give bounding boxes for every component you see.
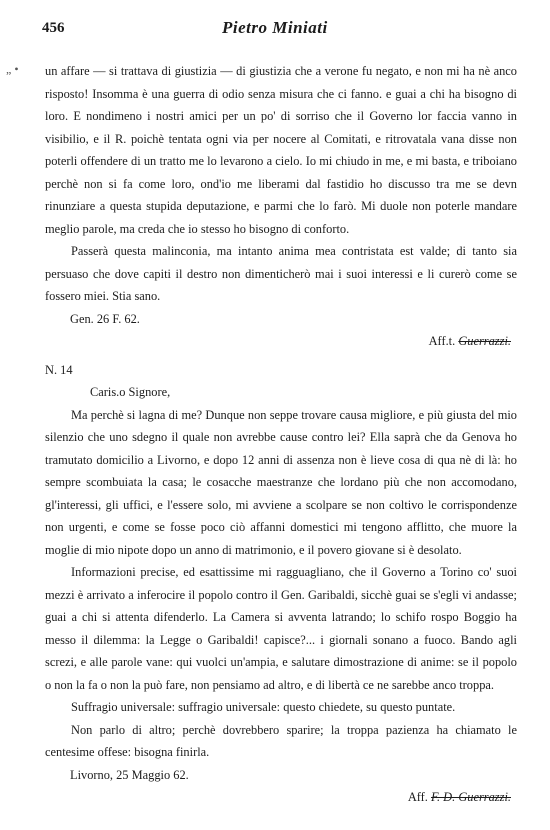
- margin-mark: „ •: [6, 62, 19, 76]
- letter1-paragraph2: Passerà questa malinconia, ma intanto anima mea contristata est valde; di tanto sia persuaso che dove capiti il destro non dimenticherò mai i suoi interessi e li curerò come se fossero miei. Stia sano.: [45, 244, 517, 303]
- letter2-signature-prefix: Aff.: [407, 790, 428, 804]
- body-text: [45, 60, 517, 809]
- letter1-signature-name: Guerrazzi.: [458, 334, 511, 348]
- letter1-date: Gen. 26 F. 62.: [70, 311, 140, 326]
- letter2-paragraph4: Non parlo di altro; perchè dovrebbero sparire; la troppa pazienza ha chiamato le centesime offese: bisogna finirla.: [45, 722, 517, 759]
- running-head: Pietro Miniati: [222, 18, 328, 37]
- letter2-paragraph2: Informazioni precise, ed esattissime mi ragguagliano, che il Governo a Torino co' suoi mezzi è arrivato a inferocire il popolo contro il Gen. Garibaldi, sicchè guai se s'egli vi andasse; guai a chi si attenta difenderlo. La Camera si avventa latrando; lo schifo rospo Boggio ha messo il dilemma: la Legge o Garibaldi! capisce?... i giornali sonano a fuoco. Bando agli screzi, e alle parole vane: qui vuolci un'ampia, e salutare dimostrazione di anime: se il popolo o non la fa o non la può fare, non pensiamo ad altro, e di libertà ce ne sarebbe anco troppa.: [45, 565, 517, 692]
- letter1-signature-prefix: Aff.t.: [428, 334, 456, 348]
- letter2-signature: [45, 786, 517, 809]
- letter2-paragraph1: Ma perchè si lagna di me? Dunque non seppe trovare causa migliore, e più giusta del mio silenzio che uno sdegno il quale non avrebbe cause contro lei? Ella saprà che da Genova ho tramutato domicilio a Livorno, e dopo 12 anni di assenza non è lieve cosa di qua nè di là: ho sempre scombuiata la casa; le cosacche maestranze che lordano più che non accomodano, gl'interessi, gli uffici, e l'essere solo, mi avviene a scolpare se non coltivo le corrispondenze non urgenti, e come se fosse poco ciò affanni domestici mi tengono afflitto, che muore la moglie di mio nipote dopo un anno di matrimonio, e il povero giovane si è desolato.: [45, 407, 517, 557]
- letter1-paragraph1: un affare — si trattava di giustizia — di giustizia che a verone fu negato, e non mi ha nè anco risposto! Insomma è una guerra di odio senza misura che ci fanno. e guai a chi ha bisogno di loro. E nondimeno i nostri amici per un po' di sorriso che il Governo lor faccia vanno in visibilio, e il R. poichè tentata ogni via per nocere al Comitati, e ritrovatala vana disse non poterli offendere di un tratto me lo levarono a cielo. Io mi chiudo in me, e mi basta, e triboiano perchè non si fa come loro, ond'io me liberami dal fastidio ho discusso tra me se devn rinunziare a questa stupida deputazione, e parmi che lo farò. Mi duole non poterle mandare meglio parole, ma creda che io stesso ho bisogno di conforto.: [45, 64, 517, 236]
- letter2-paragraph3: Suffragio universale: suffragio universale: questo chiedete, su questo puntate.: [71, 700, 456, 714]
- page-number: 456: [42, 20, 65, 36]
- letter2-date: Livorno, 25 Maggio 62.: [70, 767, 189, 782]
- letter2-salutation: Caris.o Signore,: [90, 385, 171, 399]
- letter2-signature-name: F. D. Guerrazzi.: [431, 790, 511, 804]
- letter-number: N. 14: [45, 362, 73, 377]
- letter1-signature: [45, 330, 517, 353]
